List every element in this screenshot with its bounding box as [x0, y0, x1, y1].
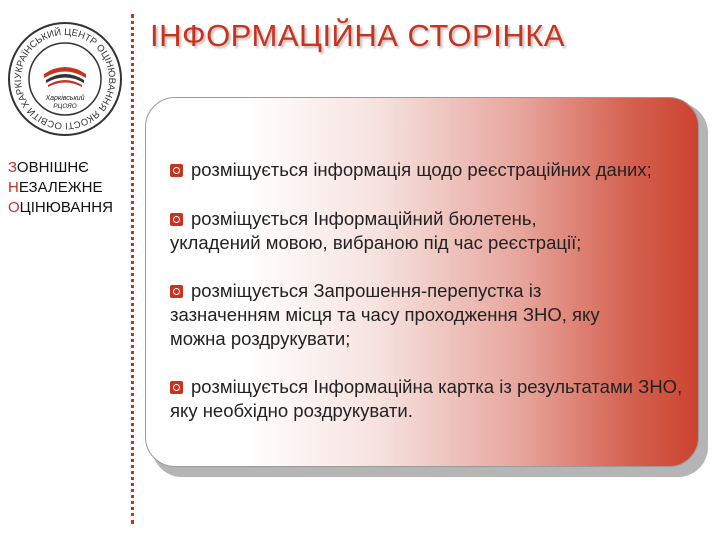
org-name-line-3: ОЦІНЮВАННЯ [8, 199, 113, 216]
list-item: розміщується інформація щодо реєстраційних даних; [170, 158, 652, 182]
bullet-icon [170, 381, 183, 394]
list-item: розміщується Інформаційна картка із результатами ЗНО, яку необхідно роздрукувати. [170, 376, 683, 421]
logo-abbrev-text: РЦОЯО [53, 103, 77, 110]
org-name-line-2: НЕЗАЛЕЖНЕ [8, 179, 103, 196]
list-item: розміщується Інформаційний бюлетень, укладений мовою, вибраною під час реєстрації; [170, 208, 582, 253]
bullet-icon [170, 164, 183, 177]
organization-name [8, 158, 128, 218]
logo-city-text: Харківський [45, 95, 85, 102]
bullet-icon [170, 285, 183, 298]
page-title: ІНФОРМАЦІЙНА СТОРІНКА [150, 18, 565, 53]
dotted-divider [131, 14, 134, 524]
logo-seal-icon [6, 20, 124, 138]
list-item: розміщується Запрошення-перепустка із зазначенням місця та часу проходження ЗНО, яку можна роздрукувати; [170, 280, 600, 349]
logo-ring-text: УКРАЇНСЬКИЙ ЦЕНТР ОЦІНЮВАННЯ ЯКОСТІ ОСВІТИ ХАРКІ [12, 26, 118, 132]
org-name-line-1: ЗОВНІШНЄ [8, 159, 89, 176]
organization-logo [6, 20, 124, 138]
bullet-icon [170, 213, 183, 226]
